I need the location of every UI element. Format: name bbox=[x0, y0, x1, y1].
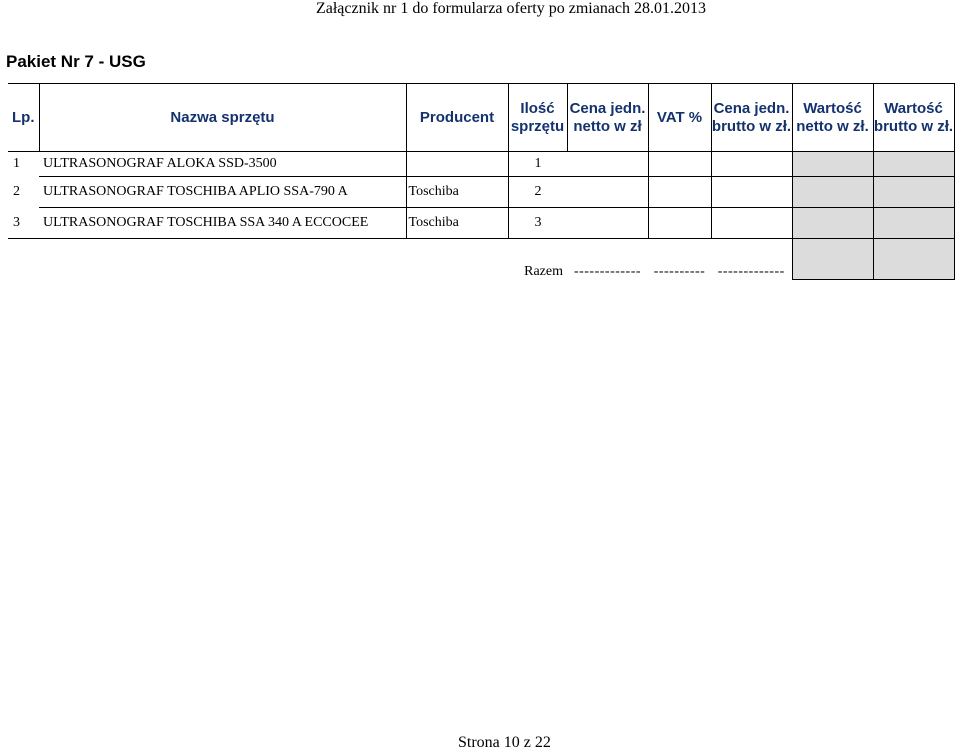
column-header-value-net: Wartość netto w zł. bbox=[792, 84, 873, 152]
column-header-producer: Producent bbox=[406, 84, 508, 152]
row-unit-gross-cell bbox=[711, 177, 792, 208]
row-unit-gross-cell bbox=[711, 152, 792, 177]
total-vat-dash: ---------- bbox=[653, 263, 706, 279]
row-producer: Toschiba bbox=[406, 208, 508, 239]
total-empty-cell bbox=[8, 239, 39, 280]
row-vat-cell bbox=[648, 177, 711, 208]
package-title: Pakiet Nr 7 - USG bbox=[6, 52, 146, 71]
row-producer: Toschiba bbox=[406, 177, 508, 208]
table-row bbox=[8, 152, 954, 177]
total-value-net-cell bbox=[792, 239, 873, 280]
row-value-net-cell bbox=[792, 208, 873, 239]
row-unit-gross-cell bbox=[711, 208, 792, 239]
row-unit-net-cell bbox=[567, 152, 648, 177]
column-header-name: Nazwa sprzętu bbox=[39, 84, 406, 152]
row-lp: 3 bbox=[13, 214, 20, 230]
row-value-gross-cell bbox=[873, 208, 954, 239]
column-header-vat: VAT % bbox=[648, 84, 711, 152]
row-producer bbox=[406, 152, 508, 177]
total-unit-net-dash: ------------- bbox=[573, 263, 642, 279]
total-label: Razem bbox=[524, 263, 563, 279]
row-vat-cell bbox=[648, 152, 711, 177]
row-value-gross-cell bbox=[873, 177, 954, 208]
equipment-table bbox=[8, 83, 955, 280]
row-value-net-cell bbox=[792, 177, 873, 208]
row-equipment-name: ULTRASONOGRAF ALOKA SSD-3500 bbox=[39, 152, 406, 177]
row-vat-cell bbox=[648, 208, 711, 239]
row-value-gross-cell bbox=[873, 152, 954, 177]
table-row bbox=[8, 177, 954, 208]
total-empty-cell bbox=[39, 239, 406, 280]
column-header-unit-gross: Cena jedn. brutto w zł. bbox=[711, 84, 792, 152]
column-header-value-gross: Wartość brutto w zł. bbox=[873, 84, 954, 152]
annex-title: Załącznik nr 1 do formularza oferty po zmianach 28.01.2013 bbox=[315, 0, 707, 17]
total-row bbox=[8, 239, 954, 280]
row-equipment-name: ULTRASONOGRAF TOSCHIBA SSA 340 A ECCOCEE bbox=[39, 208, 406, 239]
column-header-quantity: Ilość sprzętu bbox=[508, 84, 567, 152]
row-quantity: 1 bbox=[508, 152, 567, 177]
row-lp: 2 bbox=[13, 184, 20, 199]
page-number: Strona 10 z 22 bbox=[458, 734, 551, 751]
table-header-row bbox=[8, 84, 954, 152]
row-quantity: 3 bbox=[508, 208, 567, 239]
row-unit-net-cell bbox=[567, 208, 648, 239]
total-value-gross-cell bbox=[873, 239, 954, 280]
row-quantity: 2 bbox=[508, 177, 567, 208]
total-unit-gross-dash: ------------- bbox=[717, 263, 785, 279]
row-value-net-cell bbox=[792, 152, 873, 177]
row-lp: 1 bbox=[13, 156, 20, 172]
row-equipment-name: ULTRASONOGRAF TOSCHIBA APLIO SSA-790 A bbox=[39, 177, 406, 208]
row-unit-net-cell bbox=[567, 177, 648, 208]
total-empty-cell bbox=[406, 239, 508, 280]
column-header-unit-net: Cena jedn. netto w zł bbox=[567, 84, 648, 152]
column-header-lp: Lp. bbox=[8, 84, 39, 152]
table-row bbox=[8, 208, 954, 239]
